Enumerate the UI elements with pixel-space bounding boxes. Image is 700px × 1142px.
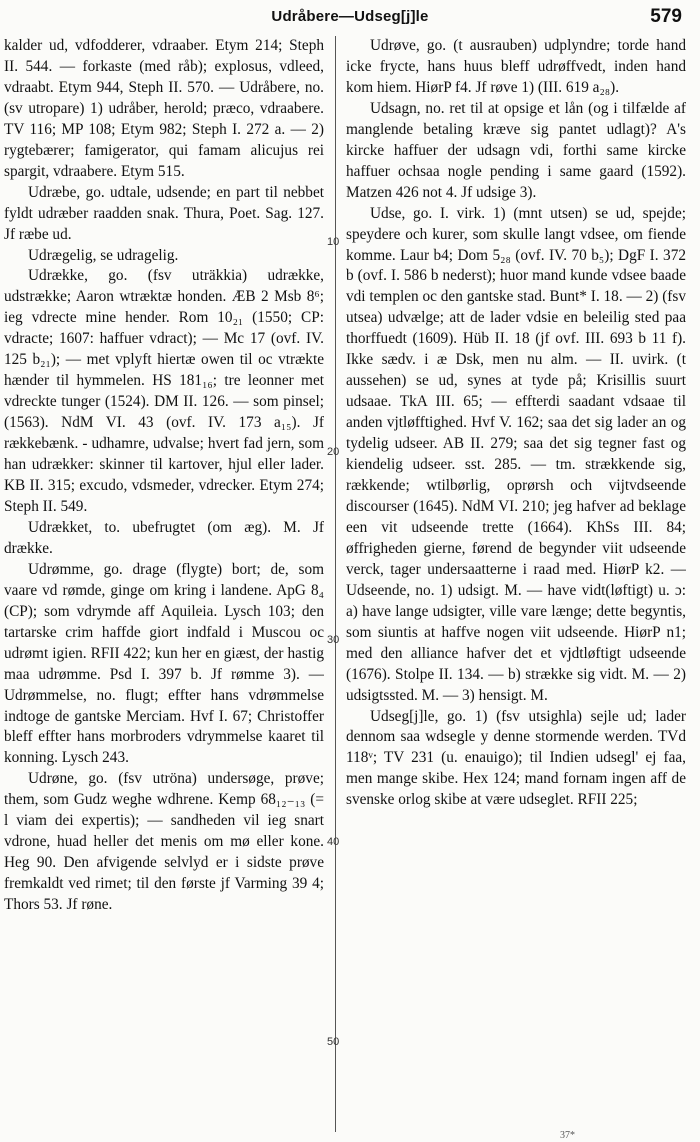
entry-paragraph: Udrægelig, se udragelig. — [28, 246, 179, 264]
column-divider — [335, 36, 336, 1132]
line-number: 10 — [327, 236, 340, 248]
entry-paragraph: kalder ud, vdfodderer, vdraaber. Etym 214; Steph II. 544. — forkaste (med råb); explosus, vdleed, vdraabt. Etym 944, Steph II. 570. — Udråbere, no. (sv utropare) 1) udråber, herold; præco, vdraabere. TV 116; MP 108; Etym 982; Steph I. 272 a. — 2) rygtebærer; famigerator, qui famam alicujus rei spargit, vdraabere. Etym 515. — [4, 37, 324, 180]
line-number: 20 — [327, 446, 340, 458]
page-header — [0, 6, 700, 32]
entry-paragraph: Udrøne, go. (fsv utröna) undersøge, prøve; them, som Gudz weghe wdhrene. Kemp 68₁₂₋₁₃ (= l viam dei expertis); — sandheden vil ieg snart vdrone, huad heller det menis om mø eller kone. Heg 90. Den afvigende selvlyd er i sidste prøve fremkaldt ved rimet; til den første jf Varming 39 4; Thors 53. Jf røne. — [4, 770, 324, 914]
entry-paragraph: Udseg[j]le, go. 1) (fsv utsighla) sejle ud; lader dennom saa wdsegle y denne stormende werden. TVd 118ᵛ; TV 231 (u. enauigo); til Indien udsegl' ej faa, men mange skibe. Hex 124; mand fornam ingen aff de svenske orlog skibe at være udseglet. RFII 225; — [346, 707, 686, 809]
signature-mark: 37* — [560, 1130, 575, 1141]
entry-paragraph: Udræbe, go. udtale, udsende; en part til nebbet fyldt udræber raadden snak. Thura, Poet. Sag. 127. Jf ræbe ud. — [4, 183, 324, 243]
line-number: 50 — [327, 1036, 340, 1048]
entry-paragraph: Udrække, go. (fsv uträkkia) udrække, udstrække; Aaron wtræktæ honden. ÆB 2 Msb 8⁶; ieg vdrecte mine hender. Rom 10₂₁ (1550; CP: vdracte; 1607: haffuer vdract); — Mc 17 (ovf. IV. 125 b₂₁); — met vplyft hiertæ owen til oc vtrækte hænder til hymmelen. HS 181₁₆; tre leonner met vdreckte tunger (1524). DM II. 126. — som pinsel; (1563). NdM VI. 43 (ovf. IV. 173 a₁₅). Jf rækkebænk. - udhamre, udvalse; hvert fad jern, som han udrækker: skinner til kartover, hjul eller lader. KB II. 315; excudo, vdsmeder, vdrecker. Etym 274; Steph II. 549. — [4, 267, 324, 515]
page-number: 579 — [650, 6, 682, 27]
line-number: 40 — [327, 836, 340, 848]
running-head: Udråbere—Udseg[j]le — [271, 8, 429, 25]
right-column — [346, 36, 686, 1136]
entry-paragraph: Udse, go. I. virk. 1) (mnt utsen) se ud, spejde; speydere och kurer, som skulle langt vdsee, om fiende komme. Laur b4; Dom 5₂₈ (ovf. IV. 70 b₅); DgF I. 372 b (ovf. I. 586 b nederst); huor mand kunde vdsee baade vdi templen oc den gantske stad. Bunt* I. 18. — 2) (fsv utsea) udvælge; att de lader vdsie en beleilig sted paa thorffuedt (1609). Hüb II. 18 (jf ovf. III. 693 b 11 f). Ikke sædv. i æ Dsk, men nu alm. — II. uvirk. (t aussehen) se ud, synes at tyde på; Krisillis suurt udsaae. TkA III. 65; — effterdi saadant vdsaae til anden vjtløfftighed. Hvf V. 162; saa det sig lader an og tydelig udseer. AB II. 279; saa det sig tegner fast og kiendelig udseer. sst. 285. — tm. strækkende sig, rækkende; wtilbørlig, oprørsh och vijtvdseende discourser (1645). NdM VI. 210; jeg hafver ad beklage een vit udseende trette (1664). KhSs III. 84; øffrigheden gierne, førend de begynder viit udseende verck, tager undersaatterne i raad med. HiørP k2. — Udseende, no. 1) udsigt. M. — have vidt(løftigt) u. ɔ: a) have lange udsigter, ville vare længe; dette begyntis, som siuntis at haffve nogen viit udseende. HiørP n1; med den alliance hafver det et vjdtløftigt udseende (1676). Stolpe II. 134. — b) strække sig vidt. M. — 2) udsigtssted. M. — 3) hensigt. M. — [346, 204, 686, 704]
entry-paragraph: Udrøve, go. (t ausrauben) udplyndre; torde hand icke frycte, hans huus bleff udrøffvedt, inden hand kom hiem. HiørP f4. Jf røve 1) (III. 619 a₂₈). — [346, 37, 686, 96]
entry-paragraph: Udsagn, no. ret til at opsige et lån (og i tilfælde af manglende betaling kræve sig pantet udlagt)? A's kircke haffuer der udsagn vdi, forthi same kircke haffuer ochsaa nogle pending i same gaard (1592). Matzen 426 not 4. Jf udsige 3). — [346, 99, 686, 201]
entry-paragraph: Udrækket, to. ubefrugtet (om æg). M. Jf drække. — [4, 518, 324, 557]
entry-paragraph: Udrømme, go. drage (flygte) bort; de, som vaare vd rømde, ginge om kring i landene. ApG 8₄ (CP); som vdrymde aff Aquileia. Lysch 103; den tartarske crim haffde giort indfald i Muscou oc udrømt igien. RFII 422; kun her en giæst, der hastig maa udrømme. Psd I. 397 b. Jf rømme 3). — Udrømmelse, no. flugt; effter hans vdrømmelse indtoge de gantske Merciam. Hvf I. 67; Christoffer bleff effter hans morbroders vdrymmelse kaaret til konning. Lysch 243. — [4, 560, 324, 767]
left-column — [4, 36, 324, 1136]
line-number: 30 — [327, 634, 340, 646]
